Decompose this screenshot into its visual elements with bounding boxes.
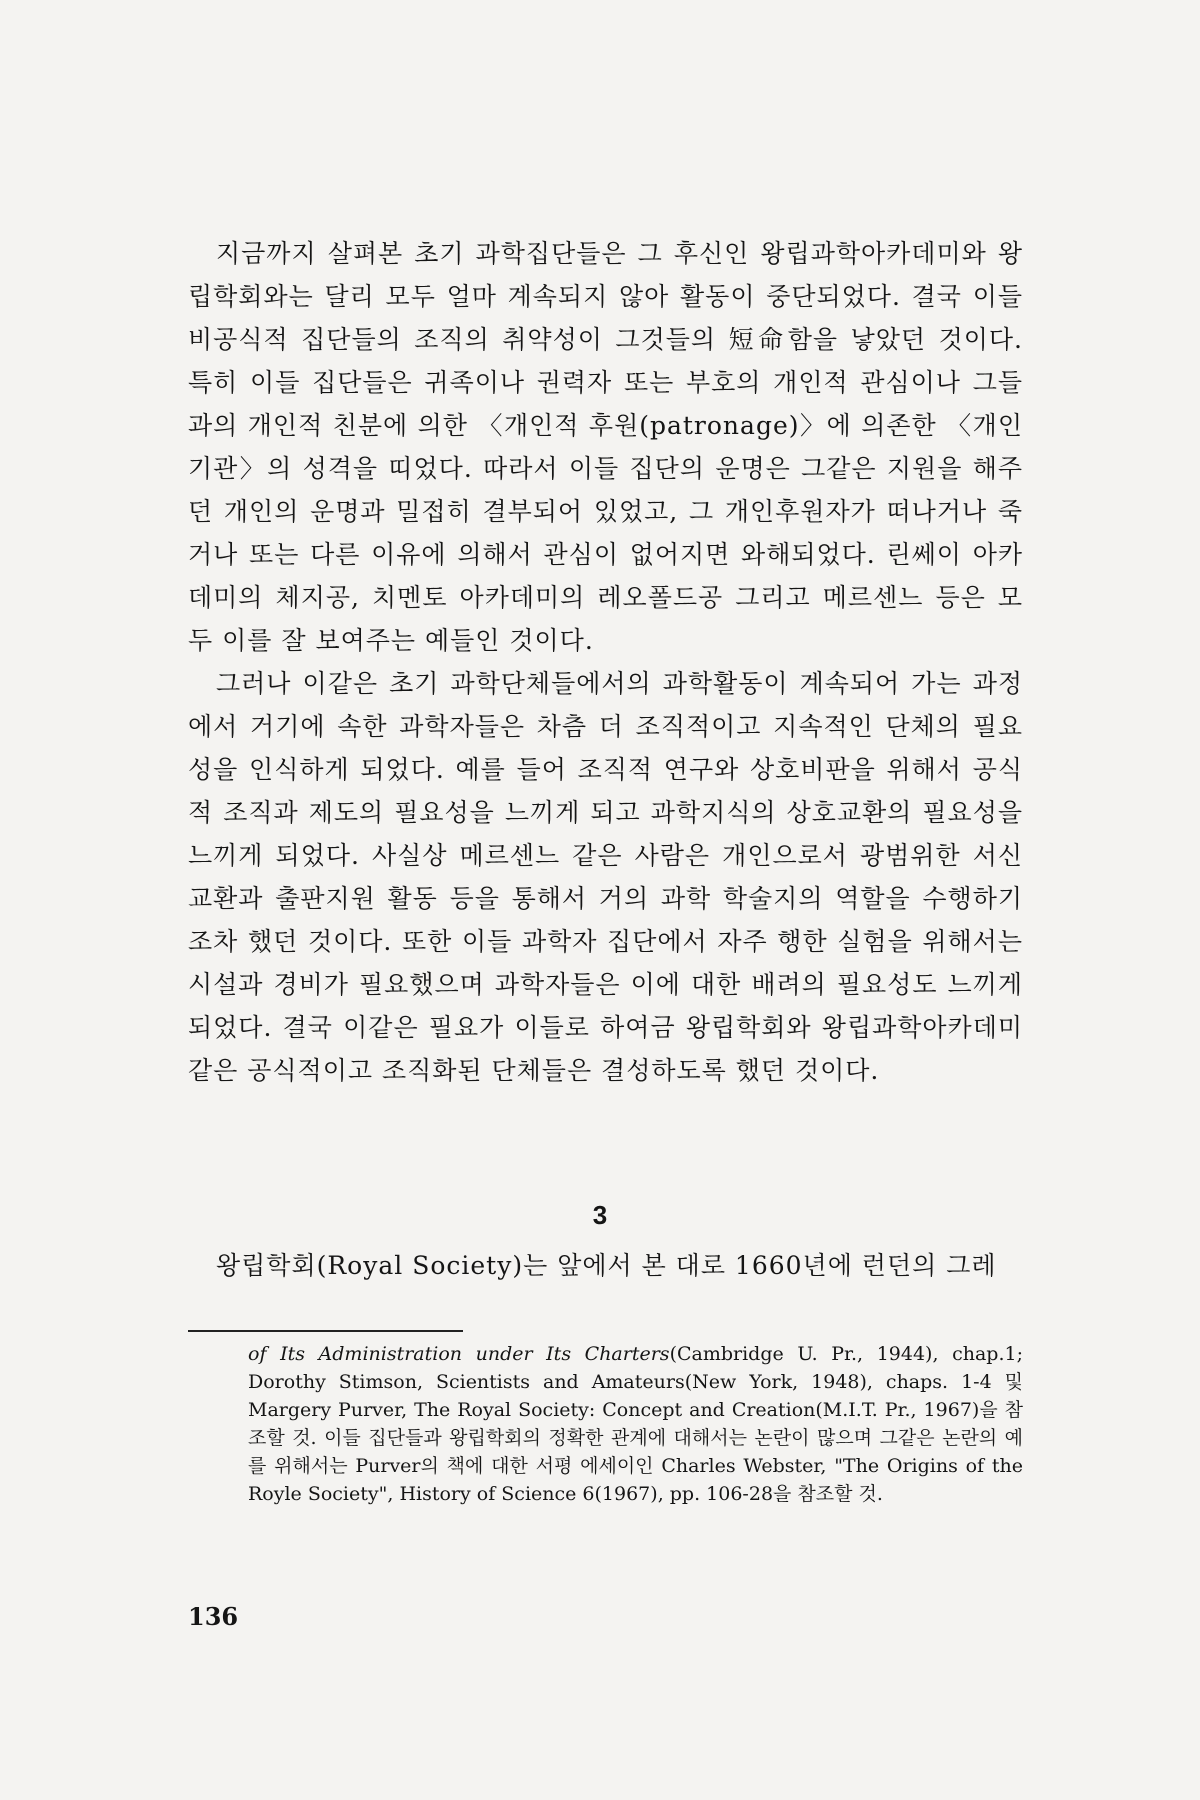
- page-number: 136: [188, 1602, 239, 1631]
- paragraph-2: 그러나 이같은 초기 과학단체들에서의 과학활동이 계속되어 가는 과정에서 거기에 속한 과학자들은 차츰 더 조직적이고 지속적인 단체의 필요성을 인식하게 되었다. 예를 들어 조직적 연구와 상호비판을 위해서 공식적 조직과 제도의 필요성을 느끼게 되고 과학지식의 상호교환의 필요성을 느끼게 되었다. 사실상 메르센느 같은 사람은 개인으로서 광범위한 서신교환과 출판지원 활동 등을 통해서 거의 과학 학술지의 역할을 수행하기조차 했던 것이다. 또한 이들 과학자 집단에서 자주 행한 실험을 위해서는 시설과 경비가 필요했으며 과학자들은 이에 대한 배려의 필요성도 느끼게 되었다. 결국 이같은 필요가 이들로 하여금 왕립학회와 왕립과학아카데미 같은 공식적이고 조직화된 단체들은 결성하도록 했던 것이다.: [188, 669, 1023, 1085]
- footnote-lead-title: of Its Administration under Its Charters: [248, 1343, 670, 1365]
- paragraph-1: 지금까지 살펴본 초기 과학집단들은 그 후신인 왕립과학아카데미와 왕립학회와는 달리 모두 얼마 계속되지 않아 활동이 중단되었다. 결국 이들 비공식적 집단들의 조직의 취약성이 그것들의 短命함을 낳았던 것이다. 특히 이들 집단들은 귀족이나 권력자 또는 부호의 개인적 관심이나 그들과의 개인적 친분에 의한 〈개인적 후원(patronage)〉에 의존한 〈개인기관〉의 성격을 띠었다. 따라서 이들 집단의 운명은 그같은 지원을 해주던 개인의 운명과 밀접히 결부되어 있었고, 그 개인후원자가 떠나거나 죽거나 또는 다른 이유에 의해서 관심이 없어지면 와해되었다. 린쎄이 아카데미의 체지공, 치멘토 아카데미의 레오폴드공 그리고 메르센느 등은 모두 이를 잘 보여주는 예들인 것이다.: [188, 239, 1023, 655]
- section-heading-number: 3: [592, 1200, 608, 1230]
- footnote-divider: [188, 1330, 463, 1332]
- main-body-text: [188, 232, 1023, 1092]
- footnote: [248, 1340, 1023, 1508]
- section-opening-line: 왕립학회(Royal Society)는 앞에서 본 대로 1660년에 런던의 그레: [216, 1251, 997, 1280]
- footnote-body: (Cambridge U. Pr., 1944), chap.1; Dorothy Stimson, Scientists and Amateurs(New York, 1948), chaps. 1-4 및 Margery Purver, The Royal Society: Concept and Creation(M.I.T. Pr., 1967)을 참조할 것. 이들 집단들과 왕립학회의 정확한 관계에 대해서는 논란이 많으며 그같은 논란의 예를 위해서는 Purver의 책에 대한 서평 에세이인 Charles Webster, "The Origins of the Royle Society", History of Science 6(1967), pp. 106-28을 참조할 것.: [248, 1343, 1023, 1505]
